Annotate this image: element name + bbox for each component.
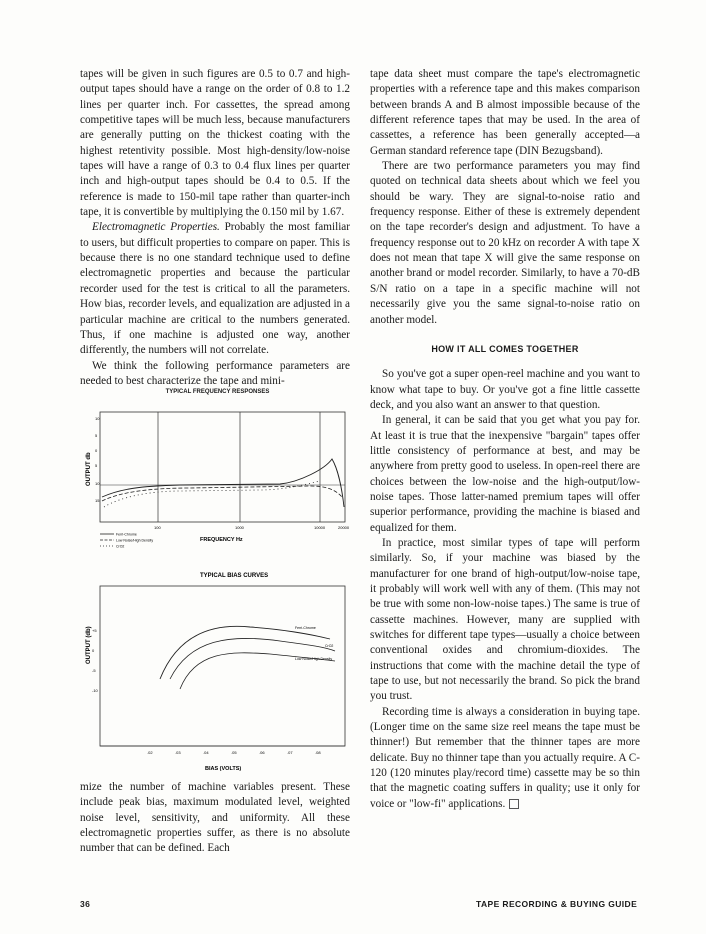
- left-column: [80, 67, 350, 389]
- ytick: 10: [95, 481, 100, 486]
- paragraph: In general, it can be said that you get what you pay for. At least it is true that the inexpensive "bargain" tapes offer little consistency of performance at best, and may be anywhere from pretty good to useless. In open-reel there are choices between the low-noise and the high-output/low-noise tapes. Those latter-named premium tapes will offer superior performance, providing the machine is biased and equalized for them.: [370, 414, 640, 534]
- legend-entry: Low Noise/High Density: [116, 538, 154, 543]
- curve-ferri-chrome: [102, 459, 344, 507]
- paragraph: There are two performance parameters you may find quoted on technical data sheets about which we feel you should be wary. They are signal-to-noise ratio and frequency response. Either of these is extremely dependent on the tape recorder's design and adjustment. To have a frequency response out to 20 kHz on recorder A with tape X does not mean that tape X will give the same response on another brand or model recorder. Similarly, to have a 70-dB S/N ratio on a tape in a specific machine will not necessarily give you the same signal-to-noise ratio on another model.: [370, 160, 640, 326]
- xtick: 100: [154, 525, 161, 530]
- ytick: -5: [92, 668, 96, 673]
- ytick: -10: [92, 688, 98, 693]
- paragraph: In practice, most similar types of tape will perform similarly. So, if your machine was biased by the manufacturer for one brand of high-output/low-noise tape, it probably will work well with any of them. (This may not be true with some non-low-noise tapes.) The same is true of cassette machines. However, many are supplied with switches for different tape types—usually a choice between conventional oxides and chromium-dioxides. The instructions that come with the machine detail the type of tape to use, but not necessarily the brand. So pick the brand you trust.: [370, 536, 640, 703]
- curve-label: CrO2: [325, 644, 334, 648]
- paragraph-text: Recording time is always a consideration in buying tape. (Longer time on the same size reel means the tape must be thinner!) But remember that the thinner tapes are more delicate. Buy no thinner tape than you actually require. A C-120 (120 minutes play/record time) cassette may be so thin that the magnetic coating suffers in quality; use it only for voice or "low-fi" applications.: [370, 705, 640, 810]
- xtick: .03: [175, 750, 181, 755]
- y-axis-label: OUTPUT (db): [86, 626, 92, 664]
- legend-entry: CrO2: [116, 544, 125, 549]
- end-mark-icon: [509, 799, 519, 809]
- xtick: .06: [259, 750, 265, 755]
- ytick: 5: [95, 463, 98, 468]
- ytick: 15: [95, 498, 100, 503]
- paragraph: tapes will be given in such figures are 0.5 to 0.7 and high-output tapes should have a range on the order of 0.8 to 1.2 lines per quarter inch. For cassettes, the spread among competitive tapes will be much less, because manufacturers are generally putting on the thickest coating with the highest retentivity possible. Most high-density/low-noise tapes will have a range of 0.3 to 0.4 flux lines per quarter inch and high-output tapes should be 0.4 to 0.5. If the reference is made to 150-mil tape rather than quarter-inch tape, it is convertible by multiplying the 0.150 mil by 1.67.: [80, 68, 350, 219]
- xtick: .05: [231, 750, 237, 755]
- figure1-title: TYPICAL FREQUENCY RESPONSES: [165, 389, 270, 395]
- left-column-bottom: [80, 780, 350, 857]
- xtick: .04: [203, 750, 209, 755]
- xtick: 20000: [338, 525, 350, 530]
- curve-label: Ferri-Chrome: [295, 626, 316, 630]
- paragraph: We think the following performance parameters are needed to best characterize the tape and mini-: [80, 359, 350, 387]
- legend-entry: Ferri-Chrome: [116, 532, 137, 537]
- ytick: 10: [95, 416, 100, 421]
- running-title: TAPE RECORDING & BUYING GUIDE: [476, 899, 638, 909]
- curve-low-noise: [102, 486, 342, 501]
- curve-label: Low Noise/High Density: [295, 657, 333, 661]
- xtick: .02: [147, 750, 153, 755]
- italic-lead: Electromagnetic Properties.: [92, 221, 220, 234]
- y-axis-label: OUTPUT db: [86, 452, 92, 486]
- paragraph: So you've got a super open-reel machine and you want to know what tape to buy. Or you've got a fine little cassette deck, and you also want an answer to that question.: [370, 368, 640, 411]
- right-column: [370, 67, 640, 812]
- xtick: 10000: [314, 525, 326, 530]
- figure2-plot: [86, 586, 345, 772]
- paragraph: [80, 220, 350, 358]
- figures: [80, 389, 355, 777]
- paragraph-text: Probably the most familiar to users, but difficult properties to compare on paper. This is because there is no one standard technique used to define electromagnetic properties and because the particular recorder used for the test is critical to all the parameters. How bias, recorder levels, and equalization are adjusted in a particular machine are critical to the numbers generated. Thus, if one machine is adjusted one way, another differently, the numbers will not correlate.: [80, 221, 350, 357]
- x-axis-label: FREQUENCY Hz: [200, 537, 243, 543]
- paragraph: mize the number of machine variables present. These include peak bias, maximum modulated level, weighted noise level, sensitivity, and uniformity. All these electromagnetic properties suffer, as there is no absolute number that can be defined. Each: [80, 781, 350, 855]
- ytick: +5: [92, 628, 97, 633]
- xtick: .07: [287, 750, 293, 755]
- ytick: 0: [92, 648, 95, 653]
- paragraph: [370, 705, 640, 812]
- figure2-title: TYPICAL BIAS CURVES: [200, 573, 269, 579]
- ytick: 5: [95, 433, 98, 438]
- figure1-plot: [86, 412, 350, 549]
- x-axis-label: BIAS (VOLTS): [205, 766, 242, 772]
- section-heading: HOW IT ALL COMES TOGETHER: [431, 343, 579, 354]
- page-number: 36: [80, 899, 91, 909]
- xtick: .08: [315, 750, 321, 755]
- figure-svg: [80, 389, 355, 777]
- paragraph: tape data sheet must compare the tape's electromagnetic properties with a reference tape and this makes comparison between brands A and B almost impossible because of the different reference tapes that may be used. In the area of cassettes, a reference has been generally accepted—a German standard reference tape (DIN Bezugsband).: [370, 68, 640, 157]
- xtick: 1000: [235, 525, 244, 530]
- ytick: 0: [95, 448, 98, 453]
